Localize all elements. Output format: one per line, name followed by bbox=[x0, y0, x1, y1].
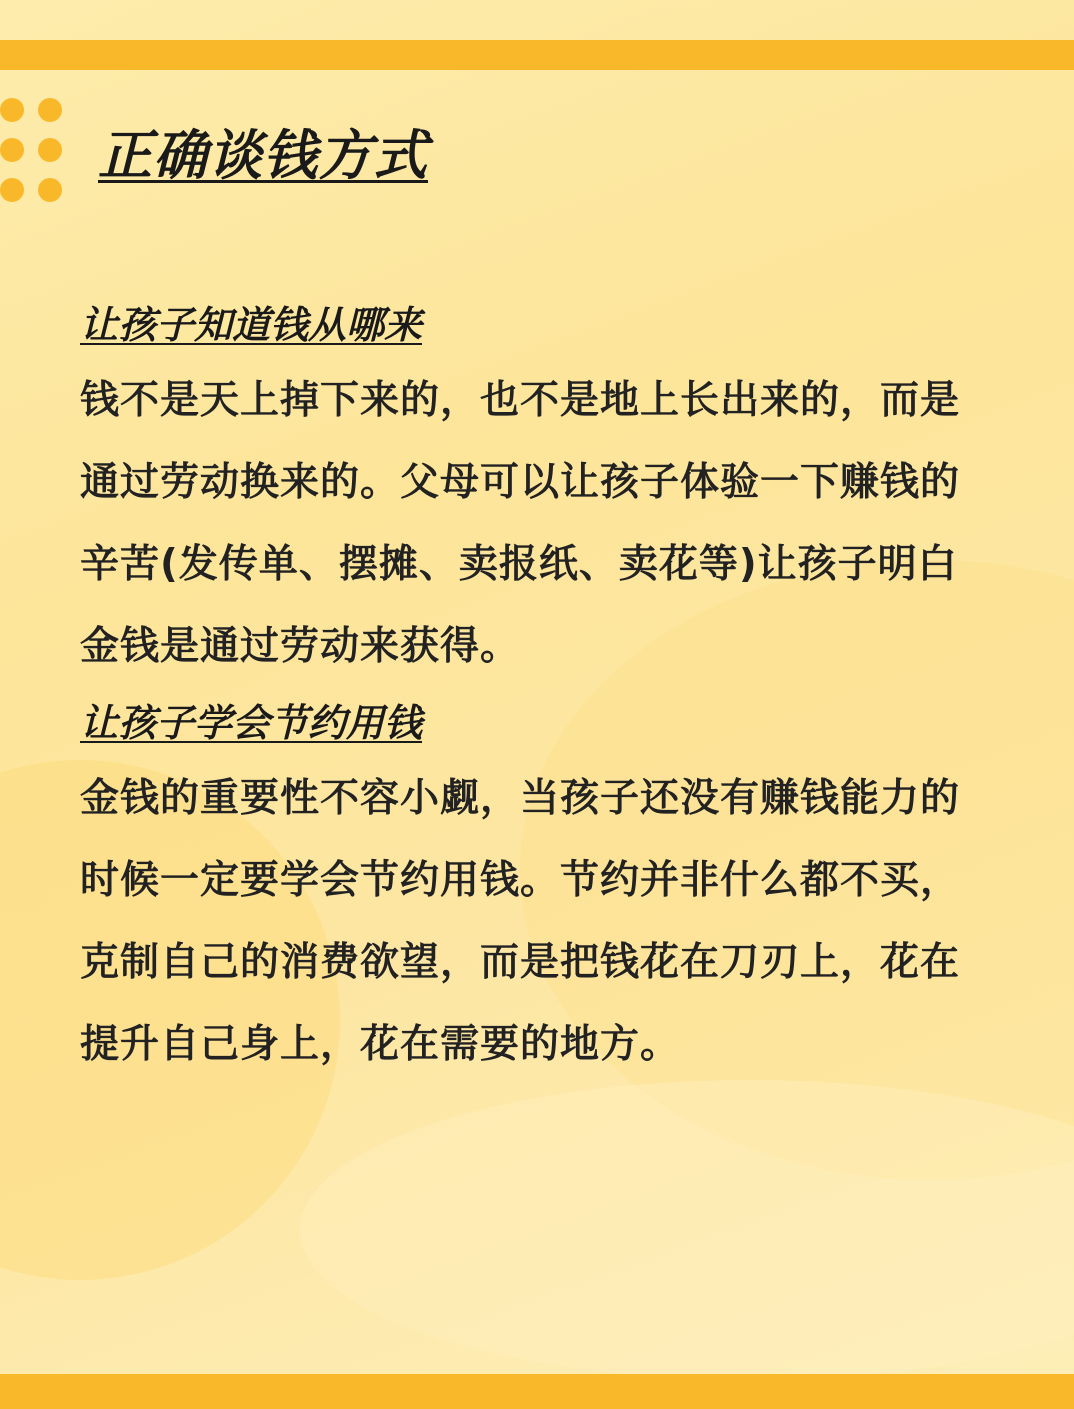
article-content bbox=[80, 290, 990, 1086]
section-body-money-source: 钱不是天上掉下来的，也不是地上长出来的，而是通过劳动换来的。父母可以让孩子体验一下赚钱的辛苦(发传单、摆摊、卖报纸、卖花等)让孩子明白金钱是通过劳动来获得。 bbox=[80, 378, 961, 669]
dot bbox=[38, 178, 62, 202]
section-heading-saving-money: 让孩子学会节约用钱 bbox=[80, 701, 423, 745]
decorative-dots bbox=[0, 98, 70, 208]
dot bbox=[0, 98, 24, 122]
page-title: 正确谈钱方式 bbox=[98, 124, 428, 187]
background-swirl bbox=[300, 1080, 1074, 1380]
top-accent-bar bbox=[0, 40, 1074, 70]
section-heading-money-source: 让孩子知道钱从哪来 bbox=[80, 303, 423, 347]
dot bbox=[38, 98, 62, 122]
dot bbox=[0, 138, 24, 162]
dot bbox=[38, 138, 62, 162]
section-body-saving-money: 金钱的重要性不容小觑，当孩子还没有赚钱能力的时候一定要学会节约用钱。节约并非什么都不买，克制自己的消费欲望，而是把钱花在刀刃上，花在提升自己身上，花在需要的地方。 bbox=[80, 776, 961, 1067]
bottom-accent-bar bbox=[0, 1374, 1074, 1409]
dot bbox=[0, 178, 24, 202]
